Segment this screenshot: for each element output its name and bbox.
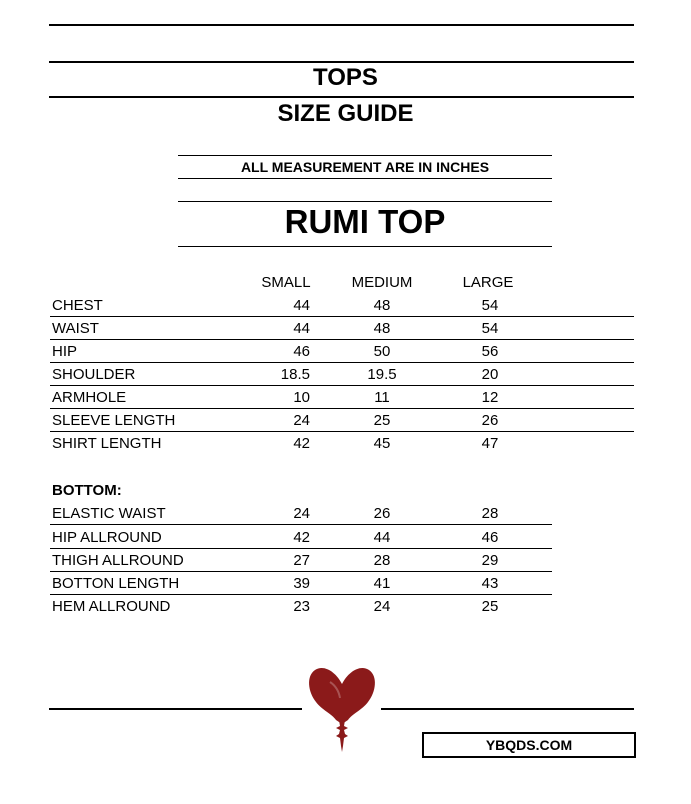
column-header-large: LARGE (462, 274, 514, 291)
value-large: 26 (481, 412, 499, 429)
row-label: SHIRT LENGTH (52, 435, 162, 452)
value-medium: 24 (373, 598, 391, 615)
table-row (50, 409, 634, 432)
value-medium: 48 (373, 297, 391, 314)
note-rule-bottom (178, 178, 552, 179)
heart-logo-icon (306, 662, 378, 752)
column-header-medium: MEDIUM (351, 274, 413, 291)
website-label: YBQDS.COM (422, 732, 636, 758)
value-small: 44 (293, 320, 310, 337)
value-small: 18.5 (280, 366, 310, 383)
table-row (50, 502, 552, 525)
value-small: 46 (293, 343, 310, 360)
value-medium: 19.5 (367, 366, 397, 383)
header-rule-top (49, 24, 634, 26)
footer-rule-right (381, 708, 634, 710)
page-title: TOPS (313, 64, 378, 91)
note-rule-top (178, 155, 552, 156)
row-label: SHOULDER (52, 366, 136, 383)
row-label: BOTTON LENGTH (52, 575, 180, 592)
units-note: ALL MEASUREMENT ARE IN INCHES (240, 159, 490, 175)
value-medium: 28 (373, 552, 391, 569)
row-label: HIP (52, 343, 78, 360)
row-label: SLEEVE LENGTH (52, 412, 176, 429)
value-large: 47 (481, 435, 499, 452)
value-small: 42 (293, 435, 310, 452)
product-name: RUMI TOP (284, 203, 446, 240)
row-label: HIP ALLROUND (52, 529, 162, 546)
header-rule-2 (49, 61, 634, 63)
value-small: 24 (293, 412, 310, 429)
table-row (50, 340, 634, 363)
value-small: 42 (293, 529, 310, 546)
page-subtitle: SIZE GUIDE (277, 100, 414, 127)
column-header-small: SMALL (261, 274, 311, 291)
value-large: 54 (481, 320, 499, 337)
value-large: 43 (481, 575, 499, 592)
value-large: 20 (481, 366, 499, 383)
footer-rule-left (49, 708, 302, 710)
table-row (50, 294, 634, 317)
row-label: WAIST (52, 320, 99, 337)
value-medium: 25 (373, 412, 391, 429)
value-large: 12 (481, 389, 499, 406)
product-rule-top (178, 201, 552, 202)
table-row (50, 549, 552, 572)
value-large: 29 (481, 552, 499, 569)
value-large: 28 (481, 505, 499, 522)
value-small: 23 (293, 598, 310, 615)
value-large: 25 (481, 598, 499, 615)
value-medium: 45 (373, 435, 391, 452)
header-rule-3 (49, 96, 634, 98)
product-rule-bottom (178, 246, 552, 247)
table-row (50, 386, 634, 409)
value-small: 39 (293, 575, 310, 592)
value-small: 27 (293, 552, 310, 569)
value-medium: 48 (373, 320, 391, 337)
row-label: THIGH ALLROUND (52, 552, 184, 569)
row-label: CHEST (52, 297, 103, 314)
row-label: ARMHOLE (52, 389, 127, 406)
value-large: 56 (481, 343, 499, 360)
row-divider (50, 524, 552, 525)
value-small: 44 (293, 297, 310, 314)
value-medium: 50 (373, 343, 391, 360)
value-medium: 11 (374, 389, 390, 406)
table-row (50, 595, 552, 618)
value-small: 10 (293, 389, 310, 406)
value-medium: 26 (373, 505, 391, 522)
value-large: 46 (481, 529, 499, 546)
value-medium: 44 (373, 529, 391, 546)
table-row (50, 317, 634, 340)
row-label: ELASTIC WAIST (52, 505, 166, 522)
table-row (50, 526, 552, 549)
value-small: 24 (293, 505, 310, 522)
value-medium: 41 (373, 575, 391, 592)
value-large: 54 (481, 297, 499, 314)
table-row (50, 432, 634, 455)
row-label: HEM ALLROUND (52, 598, 171, 615)
section-heading-bottom: BOTTOM: (52, 482, 122, 499)
table-row (50, 572, 552, 595)
table-row (50, 363, 634, 386)
